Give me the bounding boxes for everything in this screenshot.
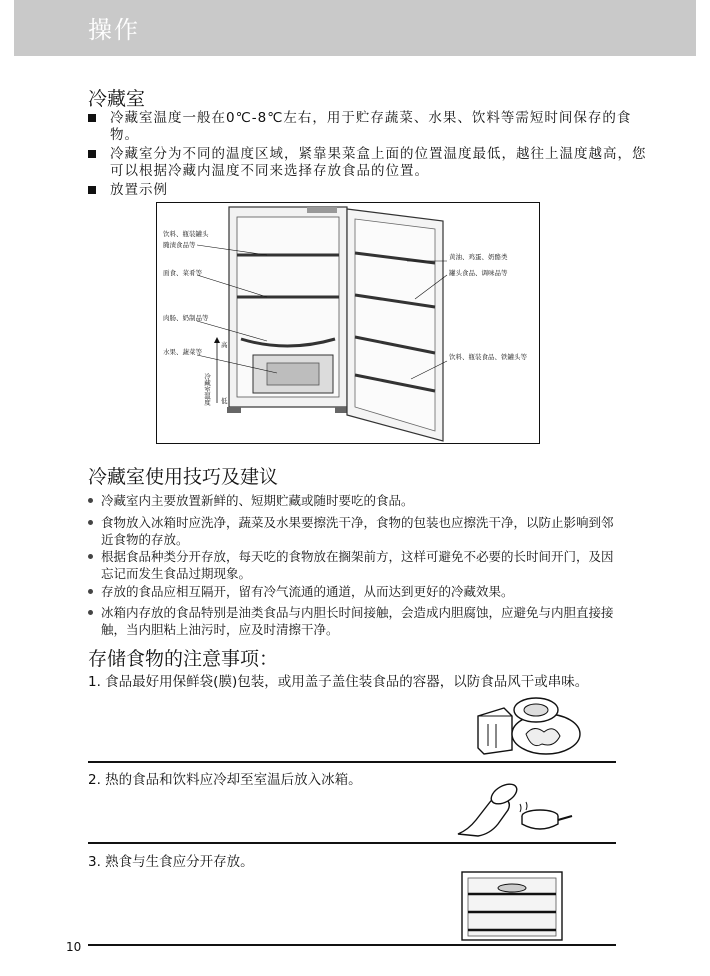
dot-bullet-icon: [88, 589, 93, 594]
label-drinks-bottles: 饮料、瓶装食品、铁罐头等: [449, 353, 527, 361]
bullet-item: 冷藏室分为不同的温度区域，紧靠果菜盒上面的位置温度最低，越往上温度越高，您可以根据冷藏内温度不同来选择存放食品的位置。: [88, 146, 648, 180]
list-item: 冷藏室内主要放置新鲜的、短期贮藏或随时要吃的食品。: [88, 492, 618, 509]
door-liner: [355, 219, 435, 431]
section-title-storage-notes: 存储食物的注意事项：: [88, 648, 279, 670]
dot-bullet-icon: [88, 520, 93, 525]
label-drinks-cans: 饮料、瓶装罐头: [163, 230, 209, 238]
bullet-item: 冷藏室温度一般在0℃-8℃左右，用于贮存蔬菜、水果、饮料等需短时间保存的食物。: [88, 110, 648, 144]
divider: [88, 944, 616, 946]
section-title-refrigerator: 冷藏室: [88, 88, 146, 110]
fridge-foot: [227, 407, 241, 413]
label-high: 高: [221, 341, 228, 349]
list-item: 存放的食品应相互隔开，留有冷气流通的通道，从而达到更好的冷藏效果。: [88, 583, 618, 600]
square-bullet-icon: [88, 150, 96, 158]
square-bullet-icon: [88, 186, 96, 194]
list-item: 冰箱内存放的食品特别是油类食品与内胆长时间接触，会造成内胆腐蚀，应避免与内胆直接接触，当内胆粘上油污时，应及时清擦干净。: [88, 604, 618, 638]
hot-food-cooling-icon: [454, 780, 574, 840]
fridge-illustration: [157, 203, 539, 443]
control-panel: [307, 207, 337, 213]
bullet-item: 放置示例: [88, 182, 648, 199]
crisper-window: [267, 363, 319, 385]
storage-tip: 1. 食品最好用保鲜袋(膜)包装，或用盖子盖住装食品的容器，以防食品风干或串味。: [88, 674, 589, 690]
label-butter-eggs: 黄油、鸡蛋、奶酪类: [449, 253, 508, 261]
label-noodles: 面食、菜肴等: [163, 269, 202, 277]
label-cooked-food: 腌渍食品等: [163, 241, 196, 249]
food-container-icon: [474, 694, 584, 758]
page-title: 操作: [88, 16, 140, 44]
square-bullet-icon: [88, 114, 96, 122]
label-fruits-veg: 水果、蔬菜等: [163, 348, 202, 356]
label-low: 低: [221, 397, 228, 405]
section-title-tips: 冷藏室使用技巧及建议: [88, 466, 279, 488]
label-temp-axis: 冷藏室温度: [203, 373, 211, 406]
dot-bullet-icon: [88, 610, 93, 615]
label-meat-dairy: 肉肠、奶制品等: [163, 314, 209, 322]
dot-bullet-icon: [88, 498, 93, 503]
separated-shelves-icon: [460, 870, 564, 942]
divider: [88, 842, 616, 844]
list-item: 根据食品种类分开存放，每天吃的食物放在搁架前方，这样可避免不必要的长时间开门，及因忘记而发生食品过期现象。: [88, 548, 618, 582]
list-item: 食物放入冰箱时应洗净，蔬菜及水果要擦洗干净，食物的包装也应擦洗干净，以防止影响到邻近食物的存放。: [88, 514, 618, 548]
page-number: 10: [66, 940, 82, 954]
fridge-placement-figure: [156, 202, 540, 444]
divider: [88, 761, 616, 763]
label-canned-seasoning: 罐头食品、调味品等: [449, 269, 508, 277]
dot-bullet-icon: [88, 554, 93, 559]
storage-tip: 3. 熟食与生食应分开存放。: [88, 854, 254, 870]
storage-tip: 2. 热的食品和饮料应冷却至室温后放入冰箱。: [88, 772, 362, 788]
